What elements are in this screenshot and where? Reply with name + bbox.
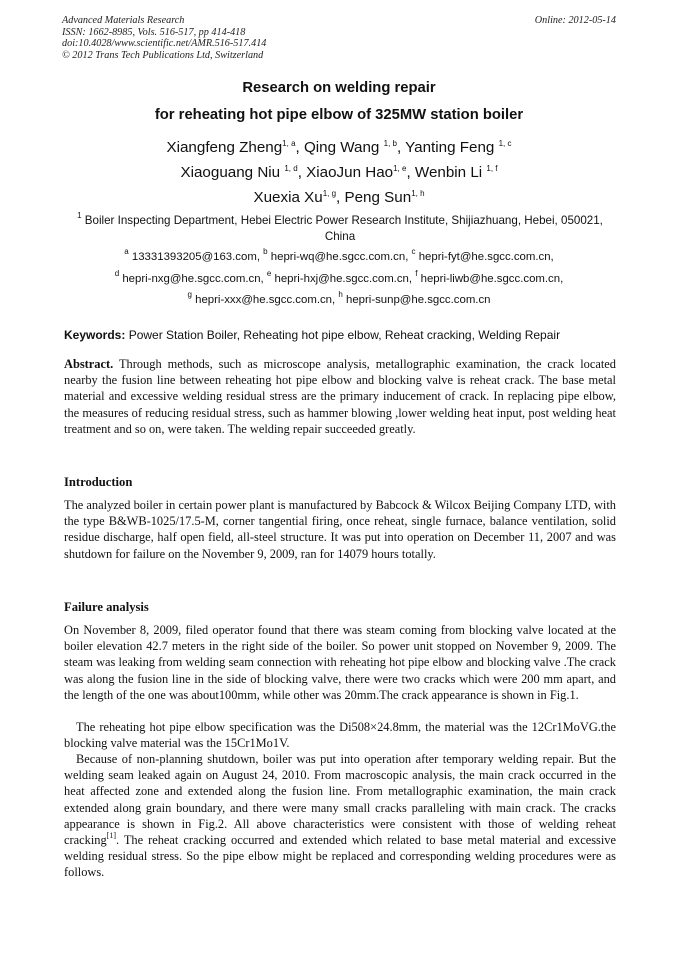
paper-title-line-2: for reheating hot pipe elbow of 325MW station boiler: [154, 107, 524, 123]
email-line-3: $^g$ hepri-xxx@he.sgcc.com.cn, $^h$ hepri-sunp@he.sgcc.com.cn: [187, 290, 491, 306]
author-name: XiaoJun Hao: [306, 164, 394, 181]
author-sup: 1, h: [411, 189, 425, 198]
abstract-label: Abstract.: [64, 357, 114, 371]
email-address: 13331393205@163.com: [131, 251, 257, 263]
email-address: hepri-wq@he.sgcc.com.cn: [270, 251, 406, 263]
email-address: hepri-xxx@he.sgcc.com.cn: [195, 294, 333, 306]
issn-line: ISSN: 1662-8985, Vols. 516-517, pp 414-418: [62, 26, 246, 38]
keywords-text: Power Station Boiler, Reheating hot pipe elbow, Reheat cracking, Welding Repair: [128, 328, 561, 342]
doi-line: doi:10.4028/www.scientific.net/AMR.516-517.414: [62, 38, 267, 49]
failure-p3-text-cont: . The reheat cracking occurred and extended which related to base metal material and excessive welding residual stress. So the pipe elbow might be replaced and corresponding welding procedures were as follows.: [64, 833, 616, 880]
abstract: [64, 356, 616, 437]
email-line-1: $^a$ 13331393205@163.com, $^b$ hepri-wq@he.sgcc.com.cn, $^c$ hepri-fyt@he.sgcc.com.cn,: [124, 247, 554, 263]
email-sup: d: [114, 269, 120, 278]
author-sup: 1, f: [486, 164, 498, 173]
journal-header: [62, 15, 618, 61]
author-name: Wenbin Li: [414, 164, 483, 181]
paper-title-line-1: Research on welding repair: [242, 80, 436, 96]
email-sup: b: [263, 247, 268, 256]
email-address: hepri-fyt@he.sgcc.com.cn: [418, 251, 551, 263]
author-name: Qing Wang: [303, 139, 380, 156]
citation-ref: [1]: [106, 831, 116, 841]
author-line-3: Xuexia Xu$^{1, g}$, Peng Sun$^{1, h}$: [253, 189, 425, 206]
author-line-1: Xiangfeng Zheng$^{1, a}$, Qing Wang $^{1, b}$, Yanting Feng $^{1, c}$: [166, 139, 512, 156]
author-sup: 1, b: [383, 139, 397, 148]
email-sup: e: [266, 269, 272, 278]
email-sup: g: [187, 290, 192, 299]
email-address: hepri-liwb@he.sgcc.com.cn: [420, 273, 561, 285]
email-address: hepri-nxg@he.sgcc.com.cn: [122, 273, 261, 285]
email-sup: a: [124, 247, 129, 256]
introduction-heading: Introduction: [64, 475, 133, 489]
failure-paragraph-1: On November 8, 2009, filed operator found that there was steam coming from blocking valve located at the boiler elevation 42.7 meters in the right side of the boiler. So power unit stopped on November 9, 2009. The steam was leaking from welding seam connection with reheating hot pipe elbow and blocking valve .The crack was along the fusion line in the side of blocking valve, there were two cracks which were 200 mm apart, and the length of the one was about100mm, while other was 20mm.The crack appearance is shown in Fig.1.: [64, 623, 616, 702]
email-address: hepri-sunp@he.sgcc.com.cn: [345, 294, 491, 306]
failure-p3-text: Because of non-planning shutdown, boiler was put into operation after temporary welding repair. But the welding seam leaked again on August 24, 2010. From macroscopic analysis, the main crack occurred in the heat affected zone and extended along the fusion line. From metallographic examination, the main crack extended along grain boundary, and there were many small cracks paralleling with main crack. The cracks appearance is shown in Fig.2. All above characteristics were consistent with those of welding reheat cracking: [64, 752, 616, 848]
online-date: Online: 2012-05-14: [534, 15, 616, 26]
author-sup: 1, a: [282, 139, 296, 148]
abstract-text: Through methods, such as microscope analysis, metallographic examination, the crack located nearby the fusion line between reheating hot pipe elbow and blocking valve is reheat crack. The base metal material and excessive welding residual stress are the primary inducement of crack. In replacing pipe elbow, the measures of reducing residual stress, such as hammer blowing ,lower welding heat input, post welding heat treatment and so on, were taken. The welding repair succeeded greatly.: [64, 357, 616, 436]
keywords: [64, 328, 616, 342]
failure-paragraph-2: The reheating hot pipe elbow specification was the Di508×24.8mm, the material was the 12Cr1MoVG.the blocking valve material was the 15Cr1Mo1V.: [64, 720, 616, 751]
author-line-2: Xiaoguang Niu $^{1, d}$, XiaoJun Hao$^{1, e}$, Wenbin Li $^{1, f}$: [180, 164, 498, 181]
keywords-label: Keywords:: [64, 328, 126, 342]
author-name: Yanting Feng: [405, 139, 495, 156]
email-sup: c: [411, 247, 416, 256]
author-name: Xiaoguang Niu: [180, 164, 281, 181]
author-name: Xuexia Xu: [253, 189, 323, 206]
copyright-line: © 2012 Trans Tech Publications Ltd, Switzerland: [62, 49, 264, 61]
author-name: Xiangfeng Zheng: [166, 139, 283, 156]
email-address: hepri-hxj@he.sgcc.com.cn: [274, 273, 409, 285]
author-sup: 1, d: [284, 164, 298, 173]
affiliation: [72, 213, 608, 245]
affiliation-text: Boiler Inspecting Department, Hebei Electric Power Research Institute, Shijiazhuang, Hebei, 050021, China: [84, 214, 603, 243]
journal-name: Advanced Materials Research: [62, 15, 185, 26]
failure-paragraph-3: [64, 751, 616, 881]
email-sup: h: [338, 290, 343, 299]
author-name: Peng Sun: [344, 189, 412, 206]
failure-heading: Failure analysis: [64, 600, 149, 614]
author-sup: 1, e: [393, 164, 407, 173]
introduction-text: The analyzed boiler in certain power plant is manufactured by Babcock & Wilcox Beijing Company LTD, with the type B&WB-1025/17.5-M, corner tangential firing, once reheat, single furnace, balance ventilation, solid residue discharge, half open field, all-steel structure. It was put into operation on December 11, 2007 and was shutdown for failure on the November 9, 2009, ran for 14079 hours totally.: [64, 498, 616, 561]
email-sup: f: [415, 269, 418, 278]
affiliation-sup: 1: [77, 211, 82, 220]
email-line-2: $^d$ hepri-nxg@he.sgcc.com.cn, $^e$ hepri-hxj@he.sgcc.com.cn, $^f$ hepri-liwb@he.sgcc.com.cn,: [114, 269, 564, 285]
author-sup: 1, g: [322, 189, 337, 198]
author-sup: 1, c: [498, 139, 512, 148]
